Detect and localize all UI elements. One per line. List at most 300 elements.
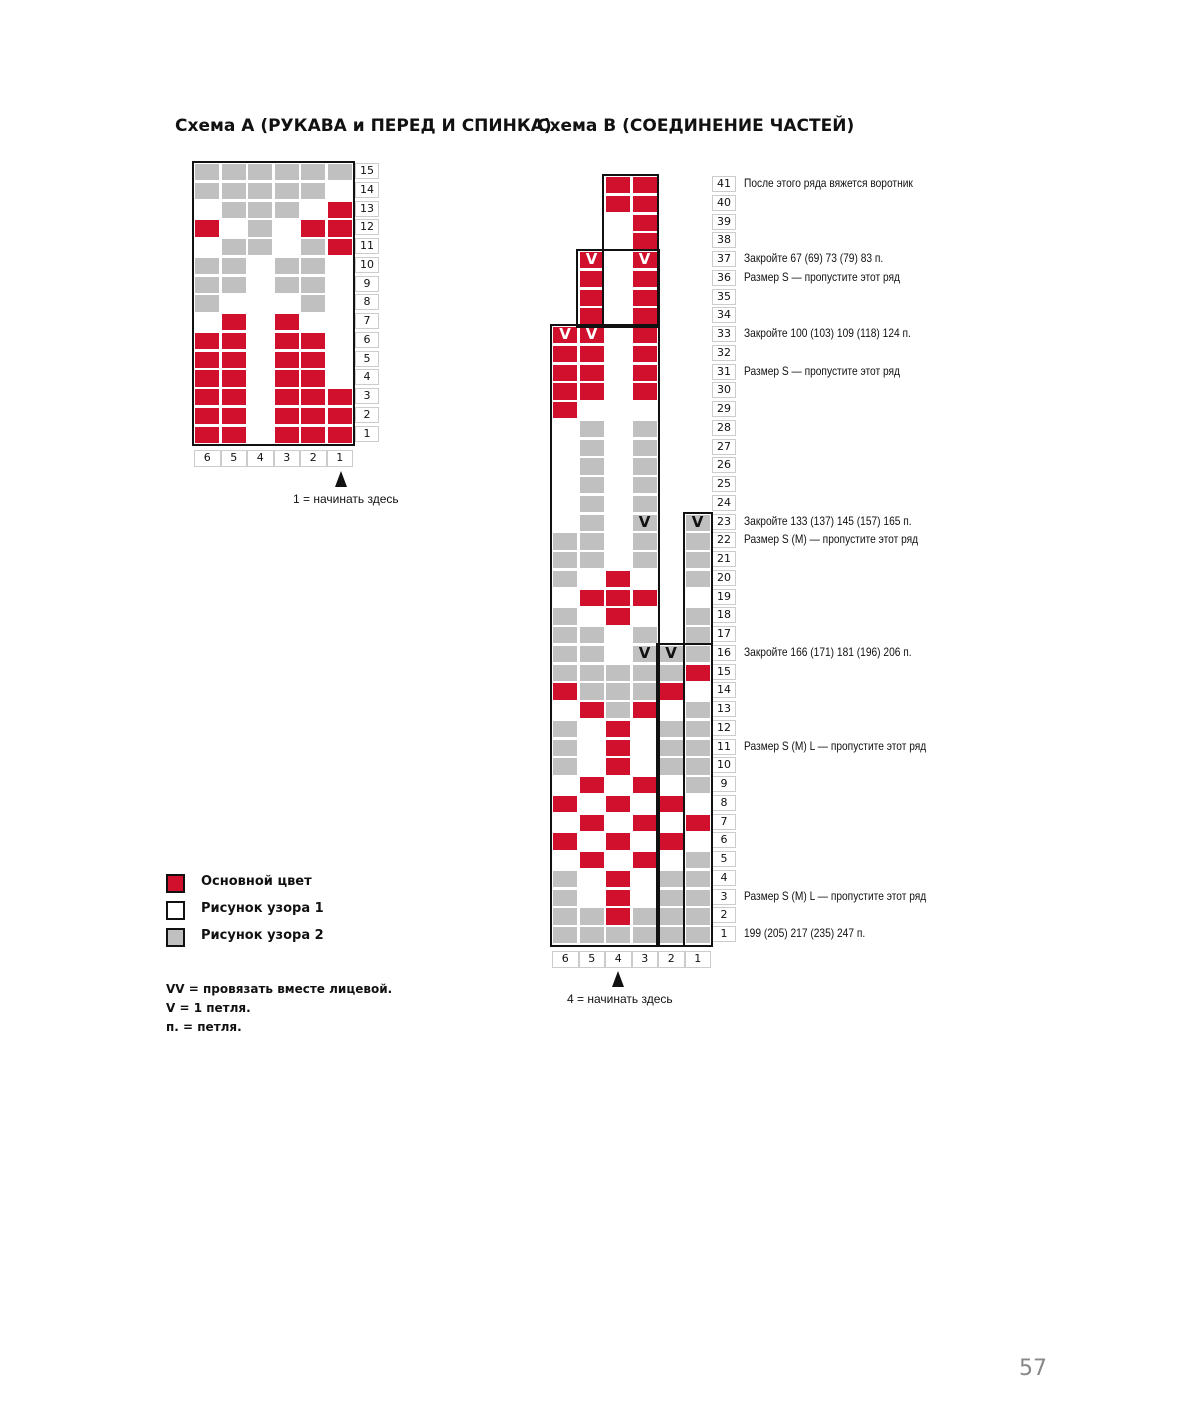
chart-a-row-number: 1 xyxy=(355,426,379,442)
chart-b-row-number: 33 xyxy=(712,326,736,342)
chart-b-cell xyxy=(632,907,658,925)
chart-b-row-number: 38 xyxy=(712,232,736,248)
chart-b-cell xyxy=(579,701,605,719)
chart-b-cell xyxy=(579,682,605,700)
chart-a-row-number: 13 xyxy=(355,201,379,217)
chart-b-cell xyxy=(685,776,711,794)
chart-b-cell xyxy=(605,514,631,532)
chart-b-cell xyxy=(605,814,631,832)
chart-b-cell xyxy=(579,851,605,869)
chart-a-col-number: 2 xyxy=(300,450,327,467)
chart-b-cell xyxy=(552,382,578,400)
chart-b-cell xyxy=(632,664,658,682)
chart-a-cell xyxy=(247,388,273,406)
chart-a-cell xyxy=(300,163,326,181)
chart-b-cell xyxy=(579,626,605,644)
chart-b-cell xyxy=(685,814,711,832)
chart-a-cell xyxy=(247,294,273,312)
legend-main-swatch xyxy=(166,874,185,893)
chart-a-row-number: 3 xyxy=(355,388,379,404)
abbr-p: п. = петля. xyxy=(166,1020,242,1034)
chart-b-row-number: 6 xyxy=(712,832,736,848)
chart-a-cell xyxy=(221,238,247,256)
chart-b-cell xyxy=(658,907,684,925)
chart-b-cell xyxy=(605,645,631,663)
chart-b-cell xyxy=(605,232,631,250)
chart-a-row-number: 10 xyxy=(355,257,379,273)
chart-b-cell xyxy=(685,532,711,550)
chart-b-cell xyxy=(579,926,605,944)
chart-b-cell: V xyxy=(632,645,658,663)
chart-b-cell xyxy=(658,664,684,682)
chart-a-cell xyxy=(300,294,326,312)
chart-b-row-note: Закройте 133 (137) 145 (157) 165 п. xyxy=(744,513,912,528)
chart-b-cell xyxy=(632,364,658,382)
chart-b-cell xyxy=(685,795,711,813)
chart-a-row-number: 7 xyxy=(355,313,379,329)
chart-b-cell xyxy=(579,439,605,457)
chart-a-cell xyxy=(221,163,247,181)
chart-b-cell xyxy=(658,701,684,719)
chart-a-cell xyxy=(300,388,326,406)
chart-b-row-number: 17 xyxy=(712,626,736,642)
chart-b-cell: V xyxy=(552,326,578,344)
chart-b-row-number: 21 xyxy=(712,551,736,567)
chart-b-cell xyxy=(685,607,711,625)
chart-b-cell: V xyxy=(658,645,684,663)
chart-b-row-number: 18 xyxy=(712,607,736,623)
chart-b-cell xyxy=(632,495,658,513)
chart-b-cell xyxy=(552,645,578,663)
chart-b-cell xyxy=(579,645,605,663)
chart-a-cell xyxy=(327,257,353,275)
chart-b-cell xyxy=(605,270,631,288)
chart-b-cell xyxy=(579,307,605,325)
chart-b-cell xyxy=(632,420,658,438)
chart-b-cell xyxy=(658,851,684,869)
chart-a-cell xyxy=(194,276,220,294)
chart-b-cell xyxy=(552,720,578,738)
chart-b-cell xyxy=(632,345,658,363)
chart-a-cell xyxy=(300,313,326,331)
chart-b-row-note: Закройте 100 (103) 109 (118) 124 п. xyxy=(744,326,911,340)
chart-b-cell xyxy=(605,682,631,700)
chart-a-cell xyxy=(327,407,353,425)
chart-a-cell xyxy=(274,332,300,350)
chart-b-cell xyxy=(552,345,578,363)
chart-b-cell xyxy=(552,626,578,644)
chart-b-cell xyxy=(605,626,631,644)
chart-a-cell xyxy=(247,313,273,331)
chart-b-cell xyxy=(579,345,605,363)
chart-a-cell xyxy=(247,369,273,387)
chart-b-cell xyxy=(632,439,658,457)
chart-b-row-note: Закройте 166 (171) 181 (196) 206 п. xyxy=(744,644,912,659)
chart-b-row-number: 9 xyxy=(712,776,736,792)
chart-b-cell xyxy=(579,907,605,925)
chart-b-cell xyxy=(605,795,631,813)
chart-b-row-note: Размер S (M) — пропустите этот ряд xyxy=(744,532,919,547)
chart-b-grid xyxy=(550,174,750,974)
chart-a-cell xyxy=(300,369,326,387)
chart-b-cell xyxy=(685,664,711,682)
chart-b-cell xyxy=(605,439,631,457)
chart-b-cell xyxy=(685,589,711,607)
chart-b-row-number: 11 xyxy=(712,739,736,755)
chart-a-cell xyxy=(194,238,220,256)
chart-b-cell xyxy=(605,926,631,944)
chart-b-row-number: 41 xyxy=(712,176,736,192)
chart-a-title: Схема А (РУКАВА и ПЕРЕД И СПИНКА) xyxy=(175,116,552,136)
chart-b-cell xyxy=(605,907,631,925)
chart-b-row-number: 27 xyxy=(712,439,736,455)
chart-b-cell xyxy=(632,795,658,813)
chart-a-cell xyxy=(247,163,273,181)
chart-b-cell xyxy=(685,626,711,644)
chart-b-cell xyxy=(658,889,684,907)
chart-a-cell xyxy=(274,407,300,425)
chart-a-cell xyxy=(221,351,247,369)
chart-a-row-number: 9 xyxy=(355,276,379,292)
chart-b-row-number: 24 xyxy=(712,495,736,511)
legend-pattern1-label: Рисунок узора 1 xyxy=(201,901,324,916)
chart-a-cell xyxy=(327,163,353,181)
chart-b-cell xyxy=(605,551,631,569)
chart-a-cell xyxy=(327,238,353,256)
chart-b-cell xyxy=(605,420,631,438)
chart-b-row-number: 29 xyxy=(712,401,736,417)
chart-a-cell xyxy=(247,407,273,425)
chart-b-cell xyxy=(579,607,605,625)
chart-b-cell xyxy=(579,795,605,813)
chart-a-cell xyxy=(300,257,326,275)
chart-a-row-number: 8 xyxy=(355,294,379,310)
chart-a-cell xyxy=(247,219,273,237)
chart-b-cell xyxy=(552,420,578,438)
chart-a-row-number: 2 xyxy=(355,407,379,423)
chart-b-cell xyxy=(632,589,658,607)
chart-a-cell xyxy=(274,182,300,200)
chart-b-cell xyxy=(605,607,631,625)
chart-b-cell xyxy=(658,720,684,738)
chart-a-cell xyxy=(327,276,353,294)
chart-a-cell xyxy=(300,182,326,200)
chart-b-cell xyxy=(632,195,658,213)
chart-a-cell xyxy=(194,257,220,275)
chart-b-cell xyxy=(579,401,605,419)
chart-b-cell xyxy=(605,776,631,794)
chart-a-cell xyxy=(221,257,247,275)
chart-b-cell xyxy=(632,701,658,719)
chart-b-row-number: 7 xyxy=(712,814,736,830)
chart-b-row-number: 3 xyxy=(712,889,736,905)
chart-b-cell xyxy=(552,907,578,925)
chart-b-cell xyxy=(605,289,631,307)
chart-b-row-number: 16 xyxy=(712,645,736,661)
chart-b-cell xyxy=(632,814,658,832)
chart-b-col-number: 5 xyxy=(579,951,606,968)
chart-a-cell xyxy=(194,388,220,406)
chart-b-cell: V xyxy=(632,514,658,532)
chart-b-cell xyxy=(552,439,578,457)
chart-b-cell xyxy=(605,326,631,344)
chart-a-start-label: 1 = начинать здесь xyxy=(293,492,399,506)
chart-b-cell xyxy=(685,907,711,925)
chart-b-cell xyxy=(605,382,631,400)
chart-b-cell xyxy=(632,570,658,588)
chart-b-cell xyxy=(605,195,631,213)
chart-b-cell xyxy=(579,870,605,888)
chart-b-cell xyxy=(579,514,605,532)
chart-b-cell: V xyxy=(579,326,605,344)
chart-b-cell xyxy=(632,476,658,494)
chart-b-cell xyxy=(632,926,658,944)
chart-a-cell xyxy=(327,426,353,444)
chart-b-cell xyxy=(685,645,711,663)
chart-b-row-number: 35 xyxy=(712,289,736,305)
chart-a-cell xyxy=(327,219,353,237)
chart-b-row-number: 40 xyxy=(712,195,736,211)
chart-b-cell xyxy=(605,739,631,757)
chart-b-cell xyxy=(552,457,578,475)
chart-b-cell xyxy=(552,776,578,794)
chart-a-cell xyxy=(274,201,300,219)
chart-b-cell xyxy=(579,889,605,907)
chart-b-cell xyxy=(552,682,578,700)
chart-b-title: Схема В (СОЕДИНЕНИЕ ЧАСТЕЙ) xyxy=(537,116,855,136)
chart-a-cell xyxy=(194,294,220,312)
chart-a-cell xyxy=(221,426,247,444)
chart-b-row-number: 2 xyxy=(712,907,736,923)
chart-b-cell xyxy=(632,851,658,869)
chart-b-cell xyxy=(579,420,605,438)
chart-b-cell xyxy=(605,570,631,588)
chart-b-cell xyxy=(552,889,578,907)
chart-a-row-number: 15 xyxy=(355,163,379,179)
chart-a-cell xyxy=(194,332,220,350)
chart-b-cell xyxy=(579,832,605,850)
chart-b-cell xyxy=(579,814,605,832)
chart-b-row-number: 1 xyxy=(712,926,736,942)
chart-b-cell xyxy=(579,739,605,757)
chart-b-cell xyxy=(632,289,658,307)
chart-a-cell xyxy=(274,163,300,181)
chart-a-cell xyxy=(274,219,300,237)
chart-b-cell xyxy=(658,682,684,700)
chart-b-cell xyxy=(632,607,658,625)
chart-b-cell xyxy=(552,701,578,719)
chart-b-cell xyxy=(605,889,631,907)
chart-b-row-number: 8 xyxy=(712,795,736,811)
chart-b-cell xyxy=(605,307,631,325)
chart-b-cell xyxy=(632,870,658,888)
start-arrow-b-icon xyxy=(612,971,624,987)
chart-a-cell xyxy=(300,201,326,219)
legend-main-label: Основной цвет xyxy=(201,874,312,889)
chart-a-cell xyxy=(247,426,273,444)
abbr-vv: VV = провязать вместе лицевой. xyxy=(166,982,393,996)
chart-b-cell xyxy=(658,739,684,757)
chart-a-cell xyxy=(194,369,220,387)
chart-b-cell xyxy=(605,832,631,850)
chart-a-cell xyxy=(300,238,326,256)
chart-b-cell xyxy=(632,326,658,344)
chart-b-cell xyxy=(632,382,658,400)
chart-b-cell xyxy=(632,757,658,775)
chart-a-cell xyxy=(274,294,300,312)
chart-a-cell xyxy=(327,388,353,406)
chart-a-cell xyxy=(274,257,300,275)
chart-a-col-number: 1 xyxy=(327,450,354,467)
chart-a-cell xyxy=(327,201,353,219)
legend-pattern2-swatch xyxy=(166,928,185,947)
chart-b-cell xyxy=(632,214,658,232)
chart-b-row-note: 199 (205) 217 (235) 247 п. xyxy=(744,926,866,940)
chart-a-cell xyxy=(194,201,220,219)
chart-b-cell xyxy=(579,457,605,475)
chart-a-cell xyxy=(327,332,353,350)
chart-a-cell xyxy=(327,351,353,369)
chart-b-row-number: 14 xyxy=(712,682,736,698)
chart-b-cell: V xyxy=(579,251,605,269)
chart-b-cell xyxy=(685,851,711,869)
chart-b-cell xyxy=(552,401,578,419)
chart-b-cell xyxy=(579,551,605,569)
chart-b-row-number: 30 xyxy=(712,382,736,398)
chart-b-row-note: Размер S (M) L — пропустите этот ряд xyxy=(744,888,927,903)
chart-b-cell xyxy=(632,176,658,194)
chart-b-row-note: Размер S — пропустите этот ряд xyxy=(744,363,901,378)
chart-b-cell xyxy=(685,832,711,850)
chart-a-col-number: 4 xyxy=(247,450,274,467)
chart-b-col-number: 2 xyxy=(658,951,685,968)
chart-b-cell xyxy=(579,720,605,738)
chart-b-cell xyxy=(579,495,605,513)
chart-b-cell xyxy=(552,495,578,513)
chart-b-cell xyxy=(632,307,658,325)
chart-b-cell xyxy=(658,870,684,888)
chart-b-row-number: 28 xyxy=(712,420,736,436)
chart-b-cell xyxy=(632,551,658,569)
chart-b-col-number: 1 xyxy=(685,951,712,968)
chart-b-row-number: 37 xyxy=(712,251,736,267)
chart-b-cell xyxy=(579,532,605,550)
chart-b-cell xyxy=(685,739,711,757)
chart-b-cell xyxy=(632,401,658,419)
chart-b-cell xyxy=(632,457,658,475)
chart-a-cell xyxy=(300,426,326,444)
chart-b-cell xyxy=(605,757,631,775)
chart-b-cell xyxy=(632,832,658,850)
chart-b-cell xyxy=(579,757,605,775)
chart-b-cell xyxy=(552,476,578,494)
chart-b-cell xyxy=(605,720,631,738)
chart-b-col-number: 6 xyxy=(552,951,579,968)
chart-a-cell xyxy=(327,369,353,387)
chart-a-cell xyxy=(194,313,220,331)
chart-b-cell xyxy=(579,476,605,494)
chart-a-cell xyxy=(221,201,247,219)
chart-b-cell xyxy=(605,401,631,419)
chart-a-row-number: 11 xyxy=(355,238,379,254)
abbr-v: V = 1 петля. xyxy=(166,1001,251,1015)
chart-a-cell xyxy=(221,407,247,425)
chart-a-cell xyxy=(300,276,326,294)
chart-b-row-number: 13 xyxy=(712,701,736,717)
chart-a-cell xyxy=(327,313,353,331)
chart-b-cell xyxy=(605,495,631,513)
chart-a-cell xyxy=(221,332,247,350)
chart-b-cell xyxy=(658,832,684,850)
chart-b-row-number: 4 xyxy=(712,870,736,886)
chart-b-cell xyxy=(632,720,658,738)
chart-b-cell xyxy=(632,739,658,757)
chart-a-cell xyxy=(194,219,220,237)
chart-b-cell xyxy=(605,851,631,869)
chart-b-row-number: 20 xyxy=(712,570,736,586)
chart-a-cell xyxy=(247,238,273,256)
chart-b-cell xyxy=(579,570,605,588)
chart-b-row-note: Размер S — пропустите этот ряд xyxy=(744,269,901,284)
chart-b-row-number: 31 xyxy=(712,364,736,380)
chart-b-row-number: 22 xyxy=(712,532,736,548)
chart-a-col-number: 6 xyxy=(194,450,221,467)
chart-a-cell xyxy=(274,238,300,256)
chart-b-cell xyxy=(605,176,631,194)
chart-b-cell xyxy=(685,870,711,888)
chart-a-row-number: 5 xyxy=(355,351,379,367)
chart-b-row-number: 32 xyxy=(712,345,736,361)
chart-a-cell xyxy=(194,407,220,425)
chart-b-cell xyxy=(685,757,711,775)
chart-b-cell xyxy=(605,476,631,494)
chart-b-row-number: 25 xyxy=(712,476,736,492)
chart-a-cell xyxy=(221,219,247,237)
chart-b-cell xyxy=(658,814,684,832)
chart-b-cell xyxy=(685,551,711,569)
chart-b-cell xyxy=(552,795,578,813)
chart-b-cell: V xyxy=(632,251,658,269)
chart-b-cell xyxy=(632,776,658,794)
chart-b-cell xyxy=(552,832,578,850)
chart-b-start-label: 4 = начинать здесь xyxy=(567,992,673,1006)
chart-b-cell xyxy=(605,870,631,888)
chart-b-cell xyxy=(632,682,658,700)
chart-b-row-number: 5 xyxy=(712,851,736,867)
chart-b-cell xyxy=(605,251,631,269)
chart-a-grid xyxy=(192,161,392,471)
chart-b-cell xyxy=(552,664,578,682)
chart-b-cell xyxy=(605,457,631,475)
chart-b-cell xyxy=(685,926,711,944)
chart-a-col-number: 3 xyxy=(274,450,301,467)
legend-pattern1-swatch xyxy=(166,901,185,920)
chart-a-cell xyxy=(247,332,273,350)
chart-a-cell xyxy=(221,276,247,294)
start-arrow-a-icon xyxy=(335,471,347,487)
chart-b-cell xyxy=(552,532,578,550)
chart-b-cell xyxy=(552,851,578,869)
chart-b-cell xyxy=(632,532,658,550)
chart-b-cell xyxy=(552,364,578,382)
chart-b-cell xyxy=(579,664,605,682)
chart-b-cell xyxy=(658,795,684,813)
chart-b-cell xyxy=(552,514,578,532)
chart-a-cell xyxy=(247,351,273,369)
chart-a-cell xyxy=(221,182,247,200)
chart-b-cell: V xyxy=(685,514,711,532)
chart-a-cell xyxy=(327,182,353,200)
